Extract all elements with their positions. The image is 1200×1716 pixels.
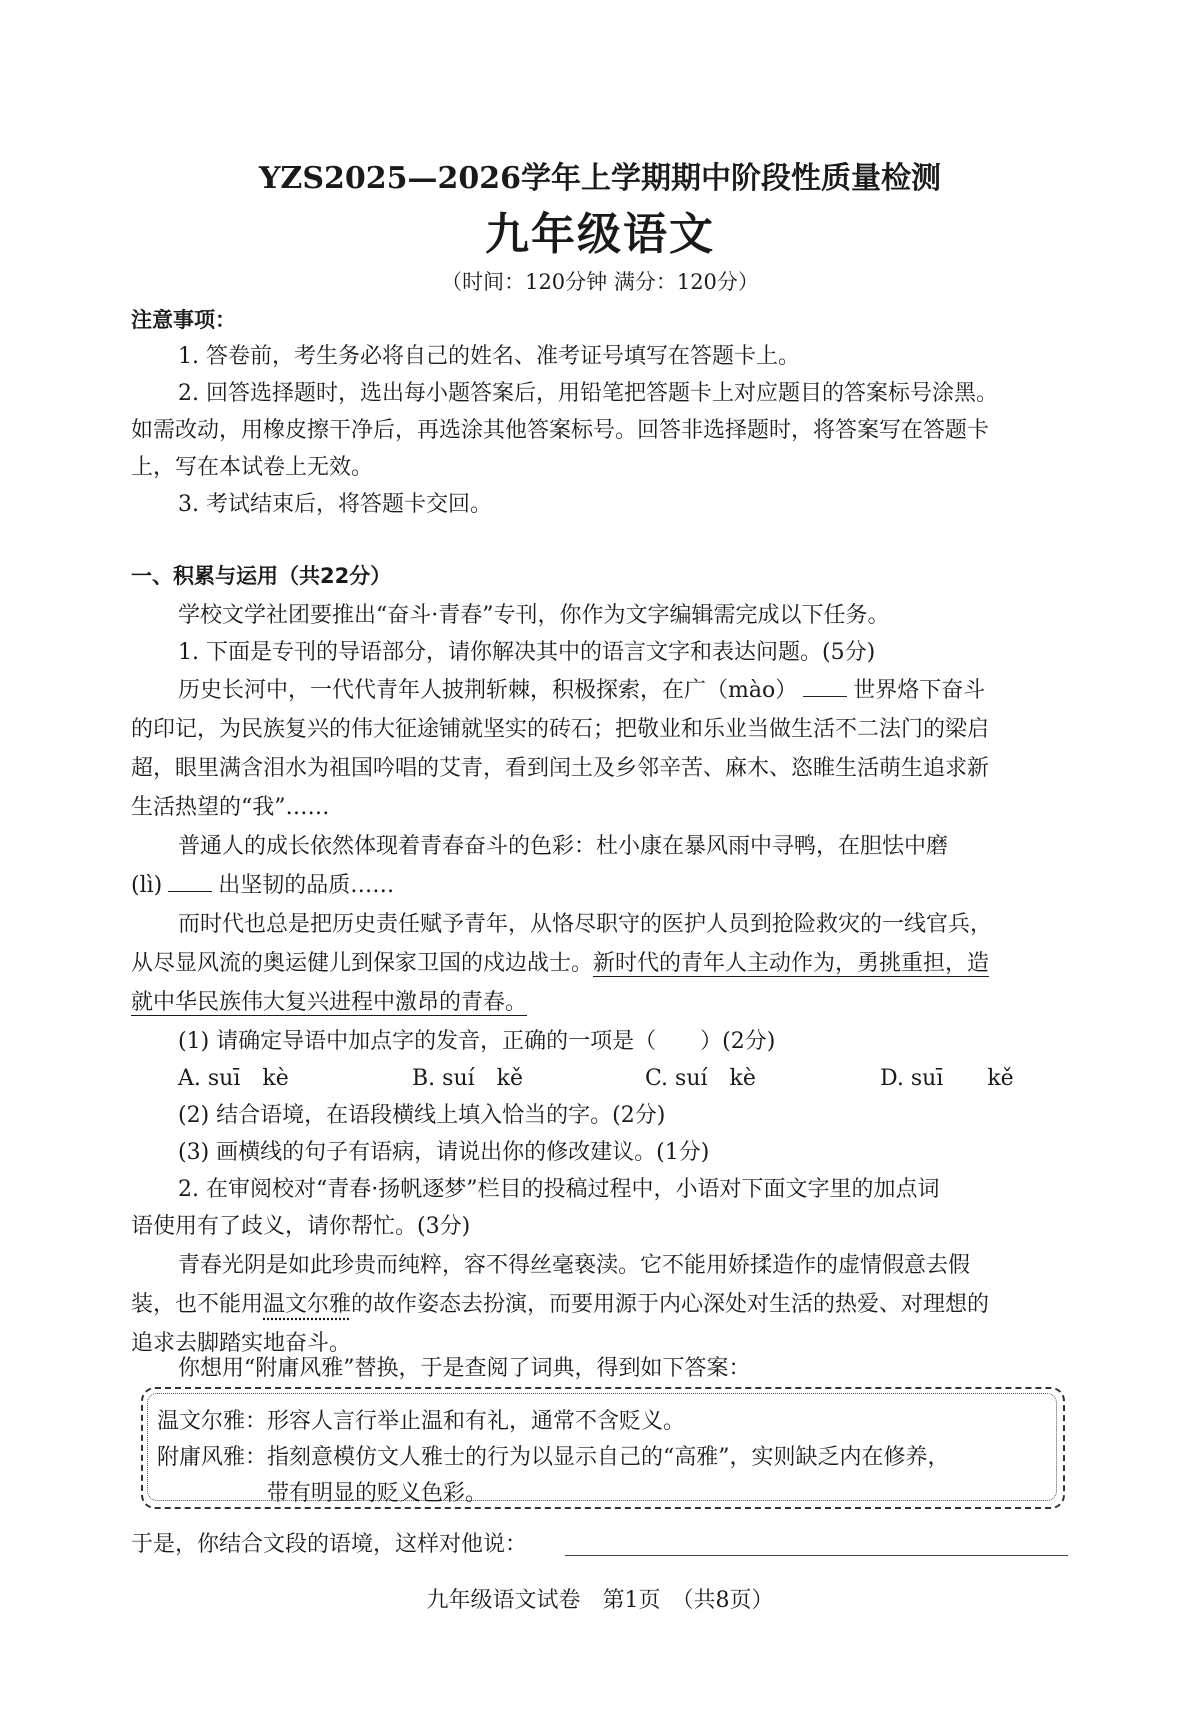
notice-item-2: 2. 回答选择题时，选出每小题答案后，用铅笔把答题卡上对应题目的答案标号涂黑。: [178, 381, 998, 406]
notice-item-3: 3. 考试结束后，将答题卡交回。: [178, 492, 492, 517]
page-footer: 九年级语文试卷 第1页 （共8页）: [426, 1588, 774, 1613]
question-1: 1. 下面是专刊的导语部分，请你解决其中的语言文字和表达问题。(5分): [178, 640, 876, 665]
passage-1-line-2: 的印记，为民族复兴的伟大征途铺就坚实的砖石；把敬业和乐业当做生活不二法门的梁启: [131, 717, 990, 742]
exam-title: YZS2025—2026学年上学期期中阶段性质量检测: [259, 161, 941, 196]
passage-3-line-1: 而时代也总是把历史责任赋予青年，从恪尽职守的医护人员到抢险救灾的一线官兵，: [178, 912, 993, 937]
dictionary-entry-2: 附庸风雅：指刻意模仿文人雅士的行为以显示自己的“高雅”，实则缺乏内在修养，: [157, 1445, 950, 1470]
dictionary-intro: 你想用“附庸风雅”替换，于是查阅了词典，得到如下答案：: [178, 1356, 751, 1381]
section-1-intro: 学校文学社团要推出“奋斗·青春”专刊，你作为文字编辑需完成以下任务。: [178, 603, 890, 628]
fill-blank-mao[interactable]: [803, 676, 847, 697]
option-d[interactable]: D. suī kě: [880, 1066, 1014, 1091]
passage-4-line-3: 追求去脚踏实地奋斗。: [131, 1331, 352, 1356]
underlined-sentence-end: 就中华民族伟大复兴进程中激昂的青春。: [131, 990, 528, 1015]
section-1-heading: 一、积累与运用（共22分）: [131, 564, 392, 588]
passage-1-line-1: 历史长河中，一代代青年人披荆斩棘，积极探索，在广（mào） 世界烙下奋斗: [178, 678, 986, 703]
dictionary-entry-2-cont: 带有明显的贬义色彩。: [267, 1481, 488, 1506]
option-c[interactable]: C. suí kè: [645, 1066, 756, 1091]
subject-title: 九年级语文: [485, 209, 715, 260]
passage-1-line-4: 生活热望的“我”……: [131, 795, 330, 820]
question-2-cont: 语使用有了歧义，请你帮忙。(3分): [131, 1214, 471, 1239]
passage-3-line-2: 从尽显风流的奥运健儿到保家卫国的戍边战士。新时代的青年人主动作为，勇挑重担，造: [131, 951, 990, 976]
time-info: （时间：120分钟 满分：120分）: [441, 270, 759, 294]
passage-2-line-2: (lì) 出坚韧的品质……: [131, 873, 395, 898]
dictionary-entry-1: 温文尔雅：形容人言行举止温和有礼，通常不含贬义。: [157, 1409, 686, 1434]
notice-item-2-end: 上，写在本试卷上无效。: [131, 455, 374, 480]
underlined-sentence: 新时代的青年人主动作为，勇挑重担，造: [593, 951, 990, 976]
sub-question-2: (2) 结合语境，在语段横线上填入恰当的字。(2分): [178, 1103, 666, 1128]
option-a[interactable]: A. suī kè: [178, 1066, 289, 1091]
passage-4-line-1: 青春光阴是如此珍贵而纯粹，容不得丝毫亵渎。它不能用娇揉造作的虚情假意去假: [178, 1253, 971, 1278]
answer-prompt: 于是，你结合文段的语境，这样对他说：: [131, 1532, 528, 1557]
passage-4-line-2: 装，也不能用温文尔雅的故作姿态去扮演，而要用源于内心深处对生活的热爱、对理想的: [131, 1292, 990, 1317]
passage-2-line-1: 普通人的成长依然体现着青春奋斗的色彩：杜小康在暴风雨中寻鸭，在胆怯中磨: [178, 834, 949, 859]
passage-1-line-3: 超，眼里满含泪水为祖国吟唱的艾青，看到闰土及乡邻辛苦、麻木、恣睢生活萌生追求新: [131, 756, 990, 781]
sub-question-3: (3) 画横线的句子有语病，请说出你的修改建议。(1分): [178, 1140, 710, 1165]
fill-blank-li[interactable]: [168, 871, 212, 892]
question-2: 2. 在审阅校对“青春·扬帆逐梦”栏目的投稿过程中，小语对下面文字里的加点词: [178, 1177, 940, 1202]
option-b[interactable]: B. suí kě: [412, 1066, 523, 1091]
notice-heading: 注意事项：: [131, 308, 236, 332]
notice-item-2-cont: 如需改动，用橡皮擦干净后，再选涂其他答案标号。回答非选择题时，将答案写在答题卡: [131, 418, 990, 443]
dotted-word: 温文尔雅: [263, 1292, 352, 1317]
notice-item-1: 1. 答卷前，考生务必将自己的姓名、准考证号填写在答题卡上。: [178, 344, 800, 369]
sub-question-1: (1) 请确定导语中加点字的发音，正确的一项是（ ）(2分): [178, 1029, 776, 1054]
answer-line[interactable]: [565, 1554, 1068, 1556]
